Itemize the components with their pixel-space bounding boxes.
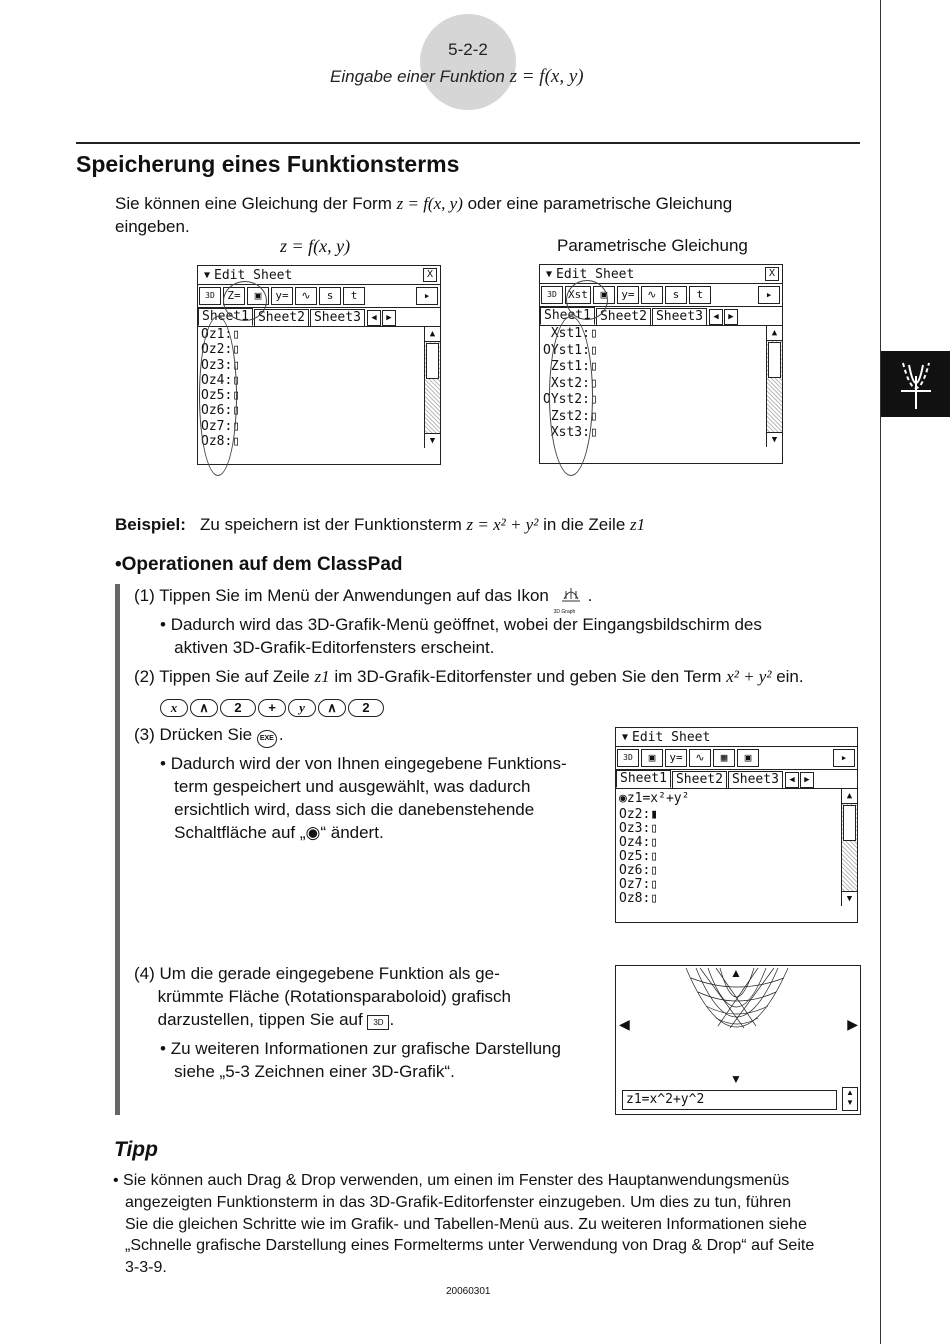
right-screen-caption: Parametrische Gleichung xyxy=(557,236,748,255)
list-item[interactable]: Oz2:▯ xyxy=(201,342,241,358)
operations-title xyxy=(115,553,403,576)
bullet-glyph: • xyxy=(115,554,122,575)
highlight-oval xyxy=(223,281,267,321)
t-button[interactable]: t xyxy=(343,287,365,305)
menu-bar xyxy=(615,727,858,747)
highlight-oval xyxy=(199,316,237,476)
tip-line: angezeigten Funktionsterm in das 3D-Grafik-Editorfenster einzugeben. Um dies zu tun, führen xyxy=(125,1193,792,1211)
example-formula: z = x² + y² xyxy=(466,515,539,534)
menu-edit-sheet[interactable]: Edit Sheet xyxy=(214,267,293,283)
close-icon[interactable]: X xyxy=(423,268,437,282)
tab-left-icon[interactable]: ◀ xyxy=(709,309,723,325)
key-x[interactable]: x xyxy=(160,699,188,717)
paraboloid-graph xyxy=(616,966,860,1088)
toolbar xyxy=(616,747,857,770)
3d-graph-app-icon: 3D Graph xyxy=(554,585,588,609)
list-item[interactable]: Oz7:▯ xyxy=(619,877,659,892)
operations-title-text: Operationen auf dem ClassPad xyxy=(121,554,403,575)
page-number-circle xyxy=(420,14,516,110)
tab-sheet1[interactable]: Sheet1 xyxy=(198,308,253,326)
example-text-2: in die Zeile xyxy=(543,515,626,534)
tip-line: 3-3-9. xyxy=(125,1259,167,1277)
step-3: (3) Drücken Sie EXE . xyxy=(134,723,284,748)
step-3-bullet: • Dadurch wird der von Ihnen eingegebene Funktions- term gespeichert und ausgewählt, was dadurch ersichtlich wird, dass sich die danebenstehende Schaltfläche auf „◉“ ändert. xyxy=(160,754,567,842)
tip-body: • Sie können auch Drag & Drop verwenden, um einen im Fenster des Hauptanwendungsmenüs angezeigten Funktionsterm in das 3D-Grafik-Editorfenster einzugeben. Um dies zu tun, führen Sie die gleichen Schritte wie im Grafik- und Tabellen-Menü aus. Zu weiteren Informationen siehe „Schnelle grafische Darstellung eines Formelterms unter Verwendung von Drag & Drop“ auf Seite 3-3-9. xyxy=(113,1172,815,1277)
list-item[interactable]: Oz3:▯ xyxy=(201,357,241,373)
subtitle-text: Eingabe einer Funktion xyxy=(330,67,505,86)
tab-sheet3[interactable]: Sheet3 xyxy=(728,771,783,788)
graph-3d-icon[interactable]: 3D xyxy=(617,749,639,767)
menu-edit-sheet[interactable]: Edit Sheet xyxy=(556,266,635,282)
up-arrow-icon[interactable]: ▲ xyxy=(730,966,742,980)
step-3-bullet-line: Schaltfläche auf „◉“ ändert. xyxy=(174,823,384,842)
highlight-oval xyxy=(566,280,608,320)
intro-text-3: eingeben. xyxy=(115,217,190,236)
save-icon[interactable]: ▣ xyxy=(737,749,759,767)
step-2 xyxy=(134,665,804,688)
tab-right-icon[interactable]: ▶ xyxy=(800,772,814,788)
step-1-text: (1) Tippen Sie im Menü der Anwendungen auf das Ikon xyxy=(134,586,549,605)
y-equals-icon[interactable]: y= xyxy=(665,749,687,767)
close-icon[interactable]: X xyxy=(765,267,779,281)
tab-left-icon[interactable]: ◀ xyxy=(785,772,799,788)
step-2-text-3: ein. xyxy=(776,667,804,686)
menu-bar xyxy=(540,265,782,284)
step-3-text: (3) Drücken Sie xyxy=(134,725,253,744)
step-3-bullet-line: Dadurch wird der von Ihnen eingegebene Funktions- xyxy=(170,754,567,773)
operations-sidebar xyxy=(115,584,120,1115)
tab-sheet2[interactable]: Sheet2 xyxy=(672,771,727,788)
list-item[interactable]: Zst1:▯ xyxy=(543,359,598,374)
intro-text-2: oder eine parametrische Gleichung xyxy=(467,194,733,213)
step-4-bullet-line: siehe „5-3 Zeichnen einer 3D-Grafik“. xyxy=(174,1062,455,1081)
step-4-line: (4) Um die gerade eingegebene Funktion als ge- xyxy=(134,964,500,983)
highlight-oval xyxy=(549,316,593,476)
right-margin-rule xyxy=(880,0,881,1344)
step-2-text: (2) Tippen Sie auf Zeile xyxy=(134,667,310,686)
page-subtitle xyxy=(330,66,584,88)
tab-right-icon[interactable]: ▶ xyxy=(382,310,396,326)
left-screen-caption: z = f(x, y) xyxy=(280,236,351,256)
step-1: (1) Tippen Sie im Menü der Anwendungen auf das Ikon 3D Graph . xyxy=(134,586,593,615)
3d-graph-chapter-icon xyxy=(881,351,950,417)
list-item[interactable]: ◉z1=x²+y² xyxy=(619,791,690,806)
key-power[interactable]: ∧ xyxy=(190,699,218,717)
tab-sheet1[interactable]: Sheet1 xyxy=(540,307,595,325)
menu-edit-sheet[interactable]: Edit Sheet xyxy=(632,729,711,745)
list-item[interactable]: Oz6:▯ xyxy=(201,403,241,419)
graph-3d-icon[interactable]: 3D xyxy=(199,287,221,305)
list-item[interactable]: Oz6:▯ xyxy=(619,863,659,878)
key-2[interactable]: 2 xyxy=(348,699,384,717)
down-arrow-icon[interactable]: ▼ xyxy=(730,1072,742,1086)
tab-sheet1[interactable]: Sheet1 xyxy=(616,770,671,788)
left-arrow-icon[interactable]: ◀ xyxy=(619,1016,630,1032)
list-item[interactable]: Xst1:▯ xyxy=(543,326,598,341)
result-editor-screen xyxy=(615,727,858,924)
graph-3d-icon[interactable]: 3D xyxy=(541,286,563,304)
tab-left-icon[interactable]: ◀ xyxy=(367,310,381,326)
intro-text: Sie können eine Gleichung der Form xyxy=(115,194,392,213)
example-line xyxy=(115,513,645,536)
tip-line: Sie die gleichen Schritte wie im Grafik- und Tabellen-Menü aus. Zu weiteren Informationen siehe xyxy=(125,1215,807,1233)
spin-icon[interactable]: ▲ ▼ xyxy=(842,1087,858,1111)
footer-date-code: 20060301 xyxy=(446,1286,491,1297)
key-exe[interactable]: EXE xyxy=(257,730,277,748)
menu-arrow-icon[interactable]: ▼ xyxy=(204,269,211,281)
z-equals-button[interactable]: Z= xyxy=(223,287,245,305)
step-2-text-2: im 3D-Grafik-Editorfenster und geben Sie den Term xyxy=(334,667,722,686)
step-1-bullet-text-2: aktiven 3D-Grafik-Editorfensters erscheint. xyxy=(174,638,495,657)
view-window-icon[interactable]: ▣ xyxy=(593,286,615,304)
step-4-bullet-line: Zu weiteren Informationen zur grafische Darstellung xyxy=(170,1039,561,1058)
subtitle-formula: z = f(x, y) xyxy=(509,66,584,87)
intro-paragraph xyxy=(115,192,835,238)
scrollbar[interactable]: ▲ ▼ xyxy=(766,326,782,447)
key-power[interactable]: ∧ xyxy=(318,699,346,717)
screen-body xyxy=(615,747,858,923)
xst-button[interactable]: Xst xyxy=(565,286,591,304)
y-equals-icon[interactable]: y= xyxy=(271,287,293,305)
graph-icon[interactable]: ∿ xyxy=(689,749,711,767)
step-1-bullet-text: Dadurch wird das 3D-Grafik-Menü geöffnet, wobei der Eingangsbildschirm des xyxy=(170,615,762,634)
s-button[interactable]: s xyxy=(319,287,341,305)
key-plus[interactable]: + xyxy=(258,699,286,717)
tab-sheet3[interactable]: Sheet3 xyxy=(652,308,707,325)
graph-icon[interactable]: ∿ xyxy=(641,286,663,304)
step-2-row: z1 xyxy=(314,667,330,686)
graph-screen xyxy=(615,965,861,1115)
top-rule xyxy=(76,142,860,144)
step-2-formula: x² + y² xyxy=(726,667,772,686)
view-window-icon[interactable]: ▣ xyxy=(641,749,663,767)
list-item[interactable]: Xst3:▯ xyxy=(543,425,598,440)
key-2[interactable]: 2 xyxy=(220,699,256,717)
sheet-tabs xyxy=(616,770,857,789)
list-item[interactable]: Oz8:▯ xyxy=(619,891,659,906)
step-3-bullet-line: term gespeichert und ausgewählt, was dadurch xyxy=(174,777,531,796)
y-equals-icon[interactable]: y= xyxy=(617,286,639,304)
scrollbar[interactable]: ▲ ▼ xyxy=(841,789,857,906)
list-item[interactable]: Oz4:▯ xyxy=(619,835,659,850)
list-item[interactable]: Oz4:▯ xyxy=(201,372,241,388)
step-4-bullet: • Zu weiteren Informationen zur grafische Darstellung siehe „5-3 Zeichnen einer 3D-Grafik“. xyxy=(160,1039,561,1081)
list-item[interactable]: OYst1:▯ xyxy=(543,342,598,358)
tip-line: Sie können auch Drag & Drop verwenden, um einen im Fenster des Hauptanwendungsmenüs xyxy=(123,1172,790,1189)
list-item[interactable]: Xst2:▯ xyxy=(543,375,598,391)
step-4: (4) Um die gerade eingegebene Funktion als ge- krümmte Fläche (Rotationsparaboloid) grafisch darzustellen, tippen Sie auf 3D . xyxy=(134,964,511,1029)
chapter-tab xyxy=(881,351,950,417)
table-icon[interactable]: ▦ xyxy=(713,749,735,767)
example-text: Zu speichern ist der Funktionsterm xyxy=(200,515,462,534)
tab-sheet3[interactable]: Sheet3 xyxy=(310,309,365,326)
section-title: Speicherung eines Funktionsterms xyxy=(76,151,460,177)
step-4-line: darzustellen, tippen Sie auf xyxy=(157,1010,363,1029)
s-button[interactable]: s xyxy=(665,286,687,304)
intro-formula: z = f(x, y) xyxy=(396,194,463,213)
page-number: 5-2-2 xyxy=(448,40,488,59)
tab-right-icon[interactable]: ▶ xyxy=(724,309,738,325)
toolbar-next-icon[interactable]: ▸ xyxy=(833,749,855,767)
list-item[interactable]: Oz7:▯ xyxy=(201,418,241,434)
view-window-icon[interactable]: ▣ xyxy=(247,287,269,305)
list-item[interactable]: Zst2:▯ xyxy=(543,408,598,424)
function-list xyxy=(616,789,857,906)
step-4-line: krümmte Fläche (Rotationsparaboloid) grafisch xyxy=(157,987,511,1006)
list-item[interactable]: Oz5:▯ xyxy=(619,849,659,864)
tab-sheet2[interactable]: Sheet2 xyxy=(596,308,651,325)
list-item[interactable]: OYst2:▯ xyxy=(543,392,598,407)
list-item[interactable]: Oz1:▯ xyxy=(201,327,241,342)
tip-line: „Schnelle grafische Darstellung eines Formelterms unter Verwendung von Drag & Drop“ auf Seite xyxy=(125,1237,815,1255)
graph-input-field[interactable]: z1=x^2+y^2 xyxy=(622,1090,837,1110)
key-sequence xyxy=(160,695,386,718)
step-3-bullet-line: ersichtlich wird, dass sich die danebenstehende xyxy=(174,800,535,819)
step-1-bullet: • Dadurch wird das 3D-Grafik-Menü geöffnet, wobei der Eingangsbildschirm des aktiven 3D-Grafik-Editorfensters erscheint. xyxy=(160,615,762,657)
scrollbar[interactable]: ▲ ▼ xyxy=(424,327,440,448)
t-button[interactable]: t xyxy=(689,286,711,304)
right-arrow-icon[interactable]: ▶ xyxy=(847,1016,858,1032)
list-item[interactable]: Oz8:▯ xyxy=(201,434,241,450)
graph-3d-icon[interactable]: 3D xyxy=(367,1015,389,1030)
toolbar-next-icon[interactable]: ▸ xyxy=(758,286,780,304)
list-item[interactable]: Oz3:▯ xyxy=(619,821,659,836)
tab-sheet2[interactable]: Sheet2 xyxy=(254,309,309,326)
example-row: z1 xyxy=(630,515,646,534)
menu-arrow-icon[interactable]: ▼ xyxy=(546,268,553,280)
tip-title: Tipp xyxy=(114,1138,158,1161)
graph-icon[interactable]: ∿ xyxy=(295,287,317,305)
key-y[interactable]: y xyxy=(288,699,316,717)
list-item[interactable]: Oz5:▯ xyxy=(201,388,241,404)
list-item[interactable]: Oz2:▮ xyxy=(619,807,659,822)
menu-arrow-icon[interactable]: ▼ xyxy=(622,731,629,743)
example-label: Beispiel: xyxy=(115,515,186,534)
toolbar-next-icon[interactable]: ▸ xyxy=(416,287,438,305)
